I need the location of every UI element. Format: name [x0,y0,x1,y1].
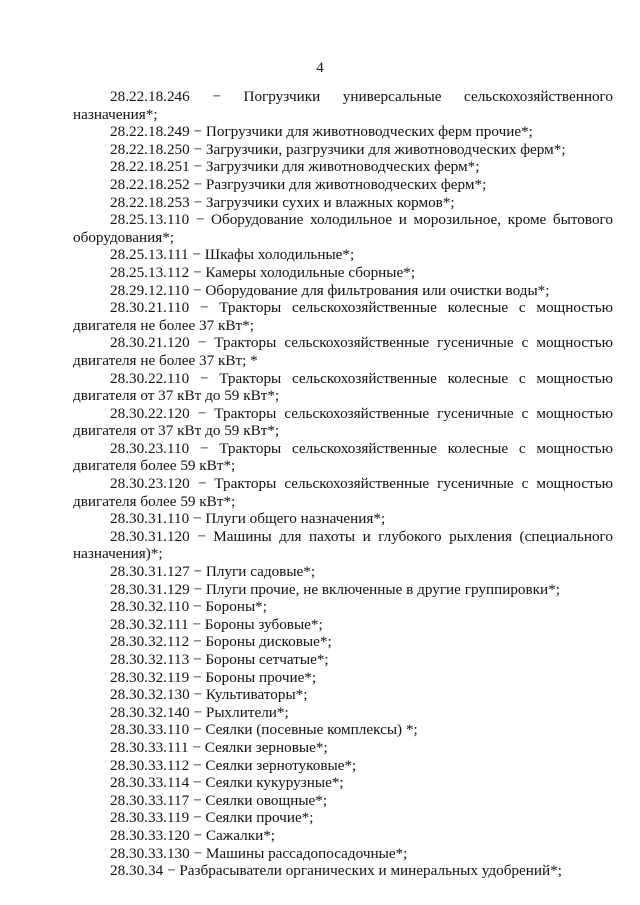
document-body [73,88,613,880]
list-item-line: 28.30.33.130 − Машины рассадопосадочные*; [110,844,408,862]
list-item [73,510,613,528]
list-item-line: 28.30.33.114 − Сеялки кукурузные*; [110,774,344,792]
list-item-line: двигателя от 37 кВт до 59 кВт*; [73,422,280,440]
list-item [73,721,613,739]
list-item [73,405,613,440]
list-item [73,246,613,264]
list-item-line: 28.30.32.113 − Бороны сетчатые*; [110,651,329,668]
list-item-line: 28.30.32.110 − Бороны*; [110,598,267,616]
list-item [73,370,613,405]
list-item-line: 28.25.13.111 − Шкафы холодильные*; [110,246,355,264]
list-item-line: назначения*; [73,105,158,123]
list-item-line: 28.30.32.140 − Рыхлители*; [110,703,289,721]
list-item-line: 28.30.22.120 − Тракторы сельскохозяйственные гусеничные с мощностью [110,404,613,422]
list-item [73,440,613,475]
list-item-line: 28.29.12.110 − Оборудование для фильтрования или очистки воды*; [110,281,550,299]
list-item-line: 28.30.23.120 − Тракторы сельскохозяйственные гусеничные с мощностью [110,475,613,493]
list-item-line: 28.30.31.129 − Плуги прочие, не включенные в другие группировки*; [110,580,561,598]
list-item [73,563,613,581]
list-item-line: двигателя более 59 кВт*; [73,492,236,510]
list-item [73,757,613,775]
list-item [73,334,613,369]
list-item [73,792,613,810]
list-item-line: 28.30.31.120 − Машины для пахоты и глубокого рыхления (специального [110,527,613,545]
list-item [73,669,613,687]
list-item [73,88,613,123]
list-item-line: 28.30.23.110 − Тракторы сельскохозяйственные колесные с мощностью [110,439,613,457]
list-item-line: 28.30.33.120 − Сажалки*; [110,826,276,844]
list-item-line: 28.22.18.253 − Загрузчики сухих и влажных кормов*; [110,193,455,211]
list-item-line: 28.30.33.110 − Сеялки (посевные комплексы) *; [110,721,418,739]
list-item-line: двигателя от 37 кВт до 59 кВт*; [73,387,280,405]
list-item [73,633,613,651]
list-item-line: 28.30.33.111 − Сеялки зерновые*; [110,738,328,756]
list-item-line: двигателя более 59 кВт*; [73,457,236,475]
list-item-line: 28.30.21.110 − Тракторы сельскохозяйственные колесные с мощностью [110,299,613,317]
list-item [73,704,613,722]
list-item [73,176,613,194]
list-item [73,774,613,792]
list-item [73,194,613,212]
list-item-line: 28.30.34 − Разбрасыватели органических и минеральных удобрений*; [110,862,562,880]
list-item-line: 28.22.18.246 − Погрузчики универсальные сельскохозяйственного [110,88,613,105]
list-item [73,282,613,300]
list-item-line: 28.22.18.251 − Загрузчики для животноводческих ферм*; [110,158,480,176]
list-item-line: 28.30.32.130 − Культиваторы*; [110,686,308,704]
list-item [73,616,613,634]
list-item-line: оборудования*; [73,228,175,246]
list-item [73,651,613,669]
list-item-line: 28.22.18.252 − Разгрузчики для животноводческих ферм*; [110,175,487,193]
list-item-line: 28.30.21.120 − Тракторы сельскохозяйственные гусеничные с мощностью [110,334,613,352]
list-item [73,581,613,599]
list-item-line: 28.22.18.249 − Погрузчики для животноводческих ферм прочие*; [110,123,533,141]
list-item-line: 28.22.18.250 − Загрузчики, разгрузчики для животноводческих ферм*; [110,140,566,158]
list-item [73,827,613,845]
list-item-line: двигателя не более 37 кВт; * [73,351,258,369]
list-item-line: 28.30.32.112 − Бороны дисковые*; [110,633,332,651]
list-item-line: 28.30.32.119 − Бороны прочие*; [110,668,317,686]
list-item-line: 28.25.13.112 − Камеры холодильные сборные*; [110,263,416,281]
list-item [73,739,613,757]
list-item [73,862,613,880]
list-item [73,264,613,282]
list-item-line: 28.30.32.111 − Бороны зубовые*; [110,615,323,633]
list-item [73,686,613,704]
list-item-line: двигателя не более 37 кВт*; [73,316,254,334]
list-item [73,211,613,246]
page-number: 4 [316,60,324,76]
list-item [73,845,613,863]
list-item-line: назначения)*; [73,545,163,563]
list-item [73,598,613,616]
list-item-line: 28.30.33.112 − Сеялки зернотуковые*; [110,756,357,774]
list-item [73,809,613,827]
list-item [73,528,613,563]
list-item-line: 28.25.13.110 − Оборудование холодильное и морозильное, кроме бытового [110,211,613,229]
list-item [73,141,613,159]
list-item [73,158,613,176]
list-item [73,299,613,334]
list-item [73,475,613,510]
list-item-line: 28.30.31.110 − Плуги общего назначения*; [110,510,386,528]
list-item-line: 28.30.31.127 − Плуги садовые*; [110,563,316,581]
list-item-line: 28.30.33.119 − Сеялки прочие*; [110,809,314,827]
list-item-line: 28.30.22.110 − Тракторы сельскохозяйственные колесные с мощностью [110,369,613,387]
list-item [73,123,613,141]
list-item-line: 28.30.33.117 − Сеялки овощные*; [110,791,328,809]
